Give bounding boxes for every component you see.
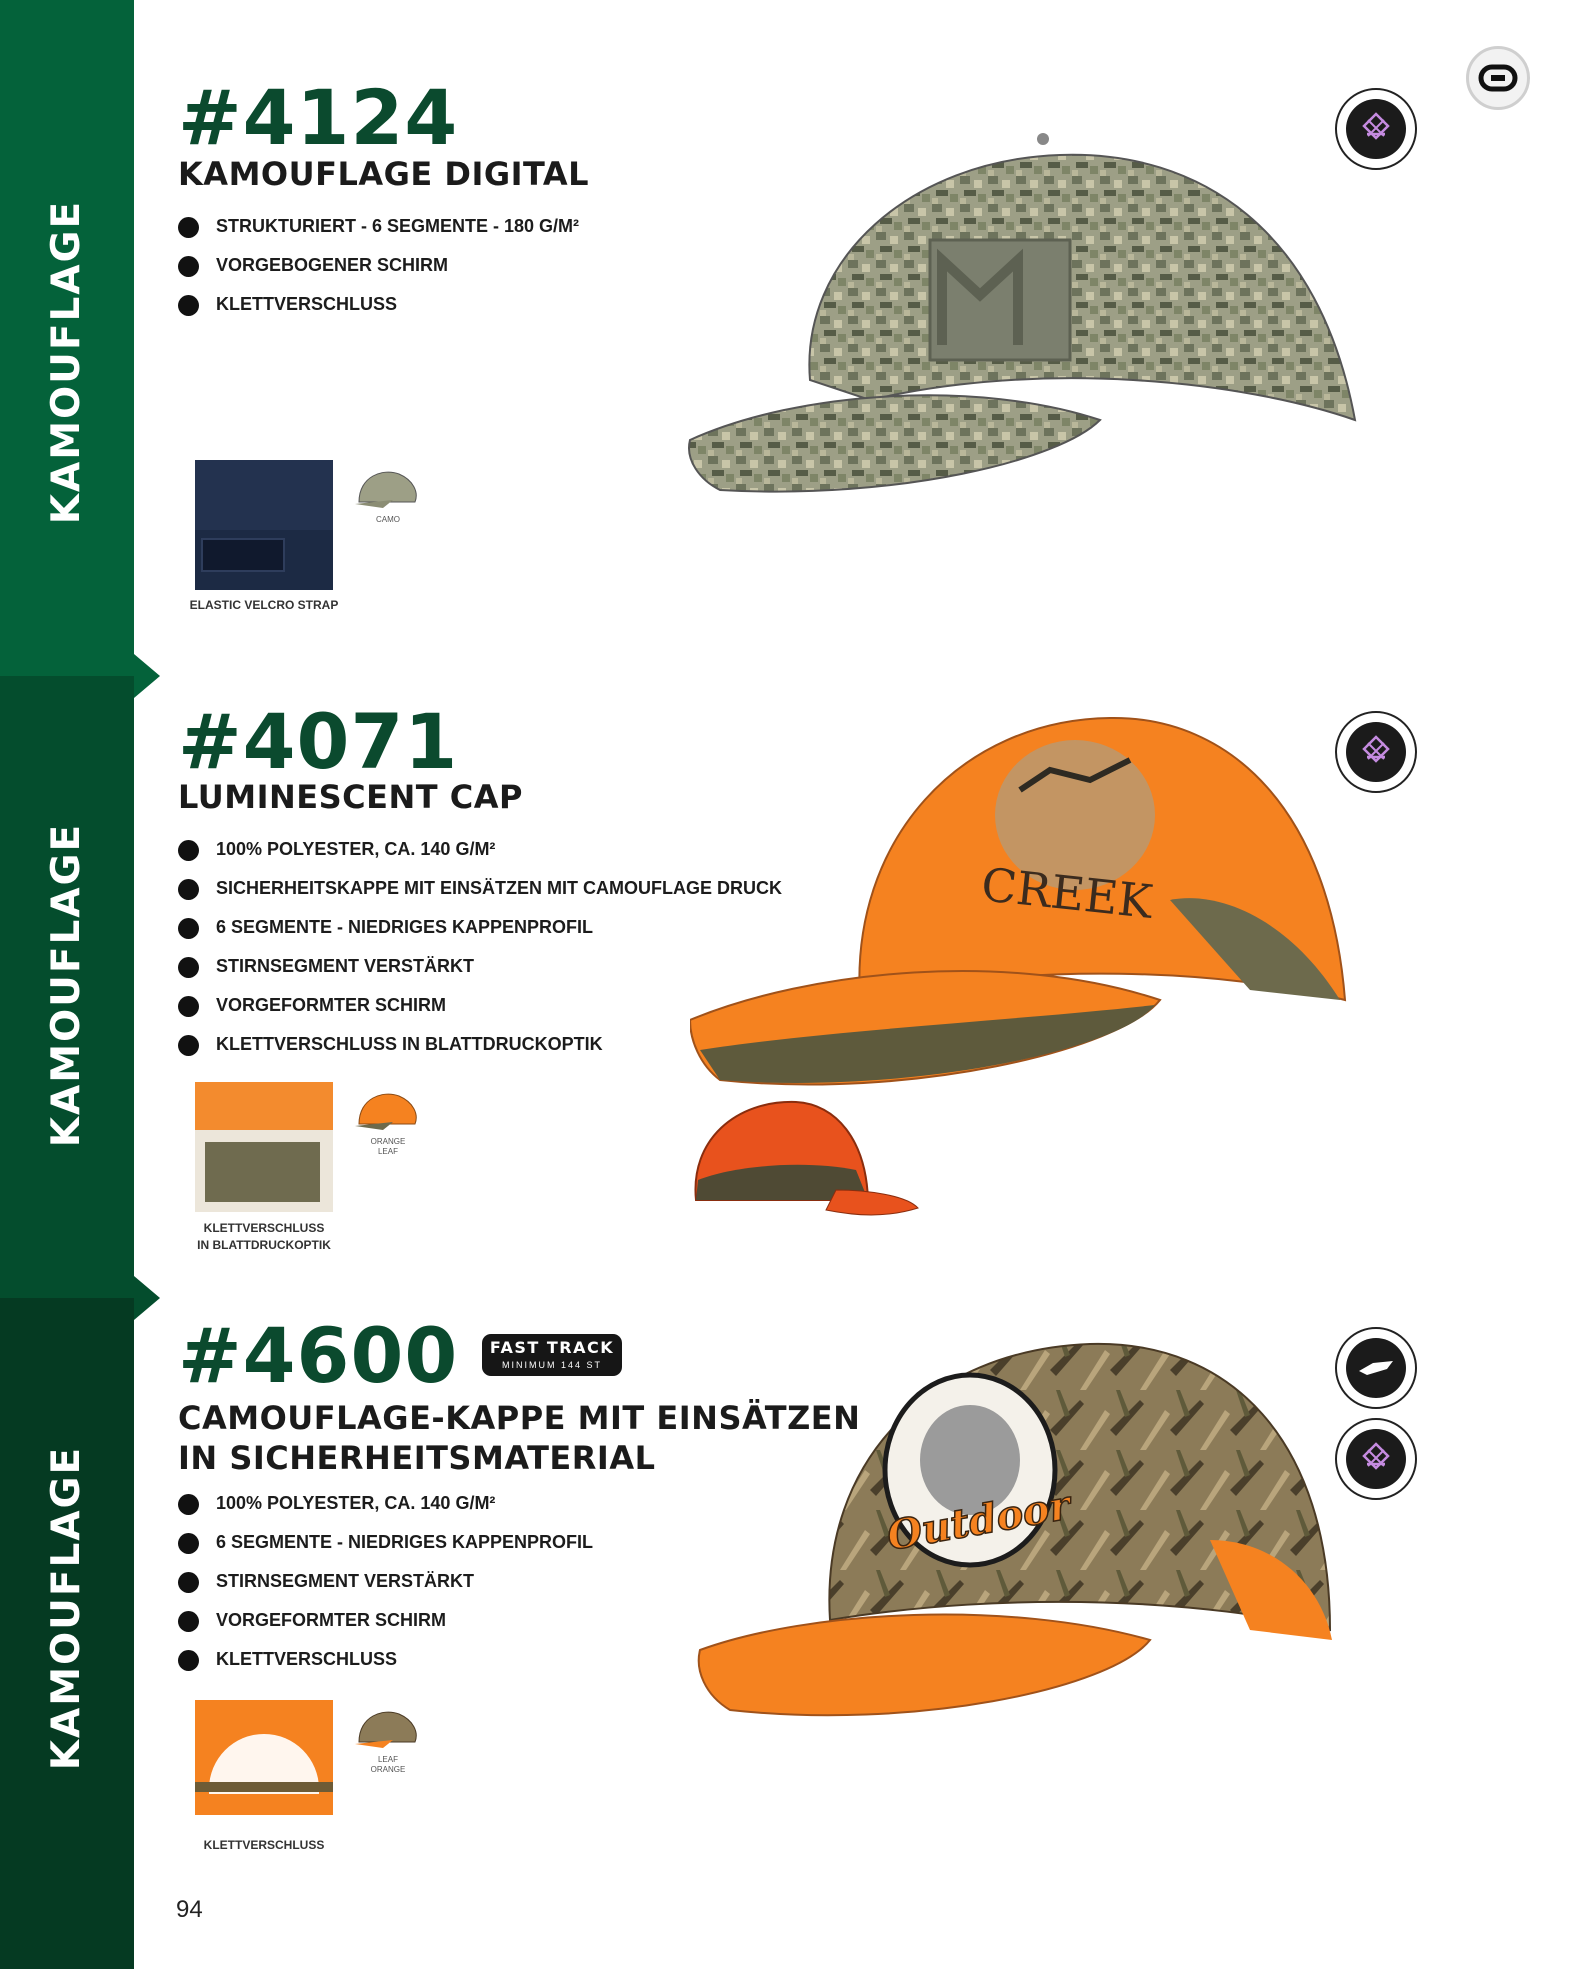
- feature-item: VORGEFORMTER SCHIRM: [178, 1601, 593, 1640]
- feature-item: STIRNSEGMENT VERSTÄRKT: [178, 947, 782, 986]
- color-swatch-camo: [353, 464, 423, 514]
- detail-caption: KLETTVERSCHLUSS: [203, 1838, 325, 1852]
- feature-item: VORGEFORMTER SCHIRM: [178, 986, 782, 1025]
- feature-item: STRUKTURIERT - 6 SEGMENTE - 180 G/M²: [178, 207, 579, 246]
- feature-item: SICHERHEITSKAPPE MIT EINSÄTZEN MIT CAMOUFLAGE DRUCK: [178, 869, 782, 908]
- feature-item: KLETTVERSCHLUSS IN BLATTDRUCKOPTIK: [178, 1025, 782, 1064]
- detail-caption: [174, 1220, 354, 1254]
- product-image-luminescent-cap: [690, 700, 1350, 1120]
- page-number: 94: [176, 1896, 203, 1923]
- feature-item: 100% POLYESTER, CA. 140 G/M²: [178, 830, 782, 869]
- color-swatch-leaf-orange: [353, 1704, 423, 1754]
- color-swatch-orange-leaf: [353, 1086, 423, 1136]
- sidebar-arrow-1: [134, 654, 160, 698]
- color-label: ORANGE LEAF: [370, 1137, 406, 1156]
- product-title: KAMOUFLAGE DIGITAL: [178, 155, 590, 193]
- detail-image-orange-strap: [195, 1700, 333, 1815]
- detail-caption-line: KLETTVERSCHLUSS: [203, 1221, 325, 1235]
- product-image-digital-camo-cap: [680, 120, 1360, 540]
- color-label: LEAF ORANGE: [370, 1755, 406, 1774]
- fast-track-subtitle: MINIMUM 144 ST: [501, 1360, 602, 1370]
- product-title-line: CAMOUFLAGE-KAPPE MIT EINSÄTZEN: [178, 1399, 861, 1437]
- product-image-back-view: [686, 1090, 926, 1230]
- detail-caption: ELASTIC VELCRO STRAP: [189, 598, 339, 612]
- fast-track-badge: [482, 1334, 622, 1376]
- detail-image-leaf-strap: [195, 1082, 333, 1212]
- feature-list: [178, 207, 579, 324]
- detail-caption-line: IN BLATTDRUCKOPTIK: [197, 1238, 331, 1252]
- feature-item: KLETTVERSCHLUSS: [178, 1640, 593, 1679]
- sidebar-label-1: KAMOUFLAGE: [44, 199, 89, 525]
- detail-image-strap: [195, 460, 333, 590]
- brand-logo: [1466, 46, 1530, 110]
- product-number: #4071: [178, 697, 459, 786]
- feature-item: KLETTVERSCHLUSS: [178, 285, 579, 324]
- product-image-safety-camo-cap: [690, 1330, 1350, 1750]
- sidebar-label-3: KAMOUFLAGE: [44, 1445, 89, 1771]
- product-title: LUMINESCENT CAP: [178, 778, 523, 816]
- product-number: #4600: [178, 1311, 459, 1400]
- feature-list: [178, 1484, 593, 1679]
- feature-item: 6 SEGMENTE - NIEDRIGES KAPPENPROFIL: [178, 1523, 593, 1562]
- sidebar-label-2: KAMOUFLAGE: [44, 822, 89, 1148]
- feature-item: 100% POLYESTER, CA. 140 G/M²: [178, 1484, 593, 1523]
- product-number: #4124: [178, 73, 459, 162]
- feature-item: VORGEBOGENER SCHIRM: [178, 246, 579, 285]
- fast-track-title: FAST TRACK: [489, 1338, 615, 1357]
- sidebar-arrow-2: [134, 1276, 160, 1320]
- feature-item: 6 SEGMENTE - NIEDRIGES KAPPENPROFIL: [178, 908, 782, 947]
- color-label: CAMO: [376, 515, 400, 524]
- cap-print-text: CREEK: [978, 857, 1155, 929]
- cap-patch-text: Outdoor: [883, 1481, 1074, 1560]
- product-title-line: IN SICHERHEITSMATERIAL: [178, 1439, 656, 1477]
- feature-item: STIRNSEGMENT VERSTÄRKT: [178, 1562, 593, 1601]
